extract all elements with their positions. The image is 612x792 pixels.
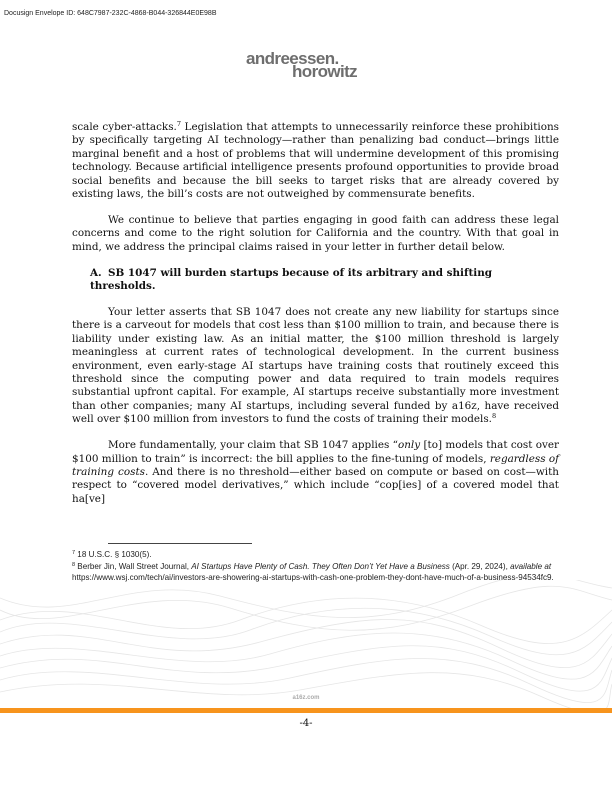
paragraph-4: More fundamentally, your claim that SB 1047 applies “only [to] models that cost over $100 million to train” is incorrect: the bill applies to the fine-tuning of models, regardless of training costs. And there is no threshold—either based on compute or based on cost—with respect to “covered model derivatives,” which include “cop[ies] of a covered model that ha[ve] (72, 439, 560, 505)
paragraph-2: We continue to believe that parties engaging in good faith can address these legal concerns and come to the right solution for California and the country. With that goal in mind, we address the principal claims raised in your letter in further detail below. (72, 213, 559, 253)
paragraph-3: Your letter asserts that SB 1047 does not create any new liability for startups since there is a carveout for models that cost less than $100 million to train, and because there is liability under existing law. As an initial matter, the $100 million threshold is largely meaningless at current rates of technological development. In the current business environment, even early-stage AI startups have training costs that routinely exceed this threshold since the computing power and data required to train models requires substantial upfront capital. For example, AI startups receive substantially more investment than other companies; many AI startups, including several funded by a16z, have received well over $100 million from investors to fund the costs of training their models.$^8$ (72, 305, 559, 426)
section-label: A. (90, 266, 102, 279)
letter-body (72, 121, 559, 519)
footnote-8: $^8$ Berber Jin, Wall Street Journal, AI Startups Have Plenty of Cash. They Often Don’t Yet Have a Business (Apr. 29, 2024), available at https://www.wsj.com/tech/ai/investors-are-showering-ai-startups-with-cash-one-problem-they-dont-have-much-of-a-business-94534fc9. (72, 562, 554, 582)
footnotes (72, 549, 560, 584)
company-logo (246, 50, 376, 82)
paragraph-1: scale cyber-attacks.$^7$ Legislation that attempts to unnecessarily reinforce these prohibitions by specifically targeting AI technology—rather than penalizing bad conduct—brings little marginal benefit and a host of problems that will undermine development of this promising technology. Because artificial intelligence presents profound opportunities to provide broad social benefits and because the bill seeks to target risks that are already covered by existing laws, the bill’s costs are not outweighed by commensurate benefits. (72, 120, 559, 201)
docusign-envelope-id: Docusign Envelope ID: 648C7987-232C-4868-B044-326844E0E98B (4, 10, 217, 17)
decorative-wave-pattern (0, 580, 612, 710)
footnote-ref-7: 7 (176, 120, 181, 128)
website-watermark: a16z.com (292, 695, 320, 701)
logo-line-2: horowitz (292, 62, 358, 81)
logo-line-1: andreessen. (246, 49, 339, 68)
page-number: -4- (299, 718, 313, 729)
section-heading-a (90, 267, 559, 294)
footnote-8-url: https://www.wsj.com/tech/ai/investors-are-showering-ai-startups-with-cash-one-problem-they-dont-have-much-of-a-business-94534fc9. (72, 573, 554, 582)
footnote-ref-8: 8 (491, 412, 497, 421)
footnote-7: $^7$ 18 U.S.C. § 1030(5). (72, 550, 152, 559)
footnote-divider (108, 543, 252, 544)
footer-accent-bar (0, 708, 612, 713)
section-title: SB 1047 will burden startups because of its arbitrary and shifting thresholds. (90, 266, 493, 293)
